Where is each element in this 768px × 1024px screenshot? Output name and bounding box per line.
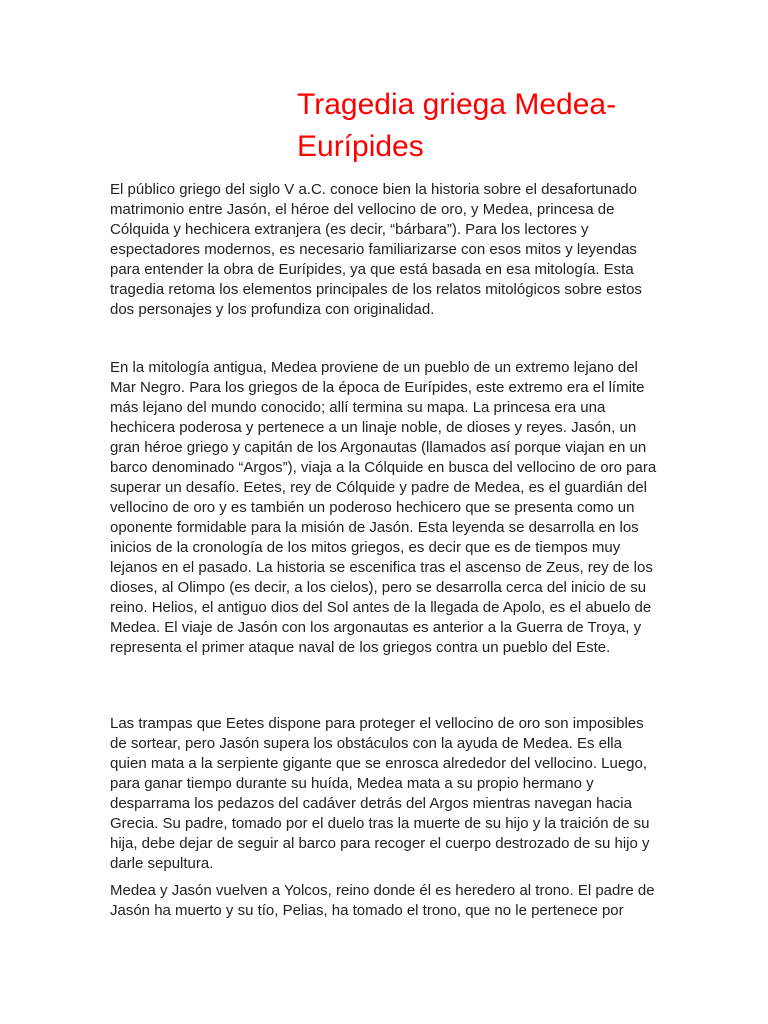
paragraph-4 (110, 881, 658, 921)
paragraph-text: En la mitología antigua, Medea proviene de un pueblo de un extremo lejano del Mar Negro. Para los griegos de la época de Eurípides, este extremo era el límite más lejano del mundo conocido; allí termina su mapa. La princesa era una hechicera poderosa y pertenece a un linaje noble, de dioses y reyes. Jasón, un gran héroe griego y capitán de los Argonautas (llamados así porque viajan en un barco denominado “Argos”), viaja a la Cólquide en busca del vellocino de oro para superar un desafío. Eetes, rey de Cólquide y padre de Medea, es el guardián del vellocino de oro y es también un poderoso hechicero que se presenta como un oponente formidable para la misión de Jasón. Esta leyenda se desarrolla en los inicios de la cronología de los mitos griegos, es decir que es de tiempos muy lejanos en el pasado. La historia se escenifica tras el ascenso de Zeus, rey de los dioses, al Olimpo (es decir, a los cielos), pero se desarrolla cerca del inicio de su reino. Helios, el antiguo dios del Sol antes de la llegada de Apolo, es el abuelo de Medea. El viaje de Jasón con los argonautas es anterior a la Guerra de Troya, y representa el primer ataque naval de los griegos contra un pueblo del Este. (110, 359, 657, 656)
paragraph-2 (110, 358, 658, 658)
paragraph-1 (110, 180, 658, 320)
paragraph-text: El público griego del siglo V a.C. conoce bien la historia sobre el desafortunado matrimonio entre Jasón, el héroe del vellocino de oro, y Medea, princesa de Cólquida y hechicera extranjera (es decir, “bárbara”). Para los lectores y espectadores modernos, es necesario familiarizarse con esos mitos y leyendas para entender la obra de Eurípides, ya que está basada en esa mitología. Esta tragedia retoma los elementos principales de los relatos mitológicos sobre estos dos personajes y los profundiza con originalidad. (110, 181, 642, 318)
paragraph-text: Medea y Jasón vuelven a Yolcos, reino donde él es heredero al trono. El padre de Jasón ha muerto y su tío, Pelias, ha tomado el trono, que no le pertenece por (110, 882, 655, 919)
document-title: Tragedia griega Medea- Eurípides (297, 88, 617, 163)
paragraph-text: Las trampas que Eetes dispone para proteger el vellocino de oro son imposibles de sortear, pero Jasón supera los obstáculos con la ayuda de Medea. Es ella quien mata a la serpiente gigante que se enrosca alrededor del vellocino. Luego, para ganar tiempo durante su huída, Medea mata a su propio hermano y desparrama los pedazos del cadáver detrás del Argos mientras navegan hacia Grecia. Su padre, tomado por el duelo tras la muerte de su hijo y la traición de su hija, debe dejar de seguir al barco para recoger el cuerpo destrozado de su hijo y darle sepultura. (110, 715, 650, 872)
paragraph-3 (110, 714, 658, 874)
